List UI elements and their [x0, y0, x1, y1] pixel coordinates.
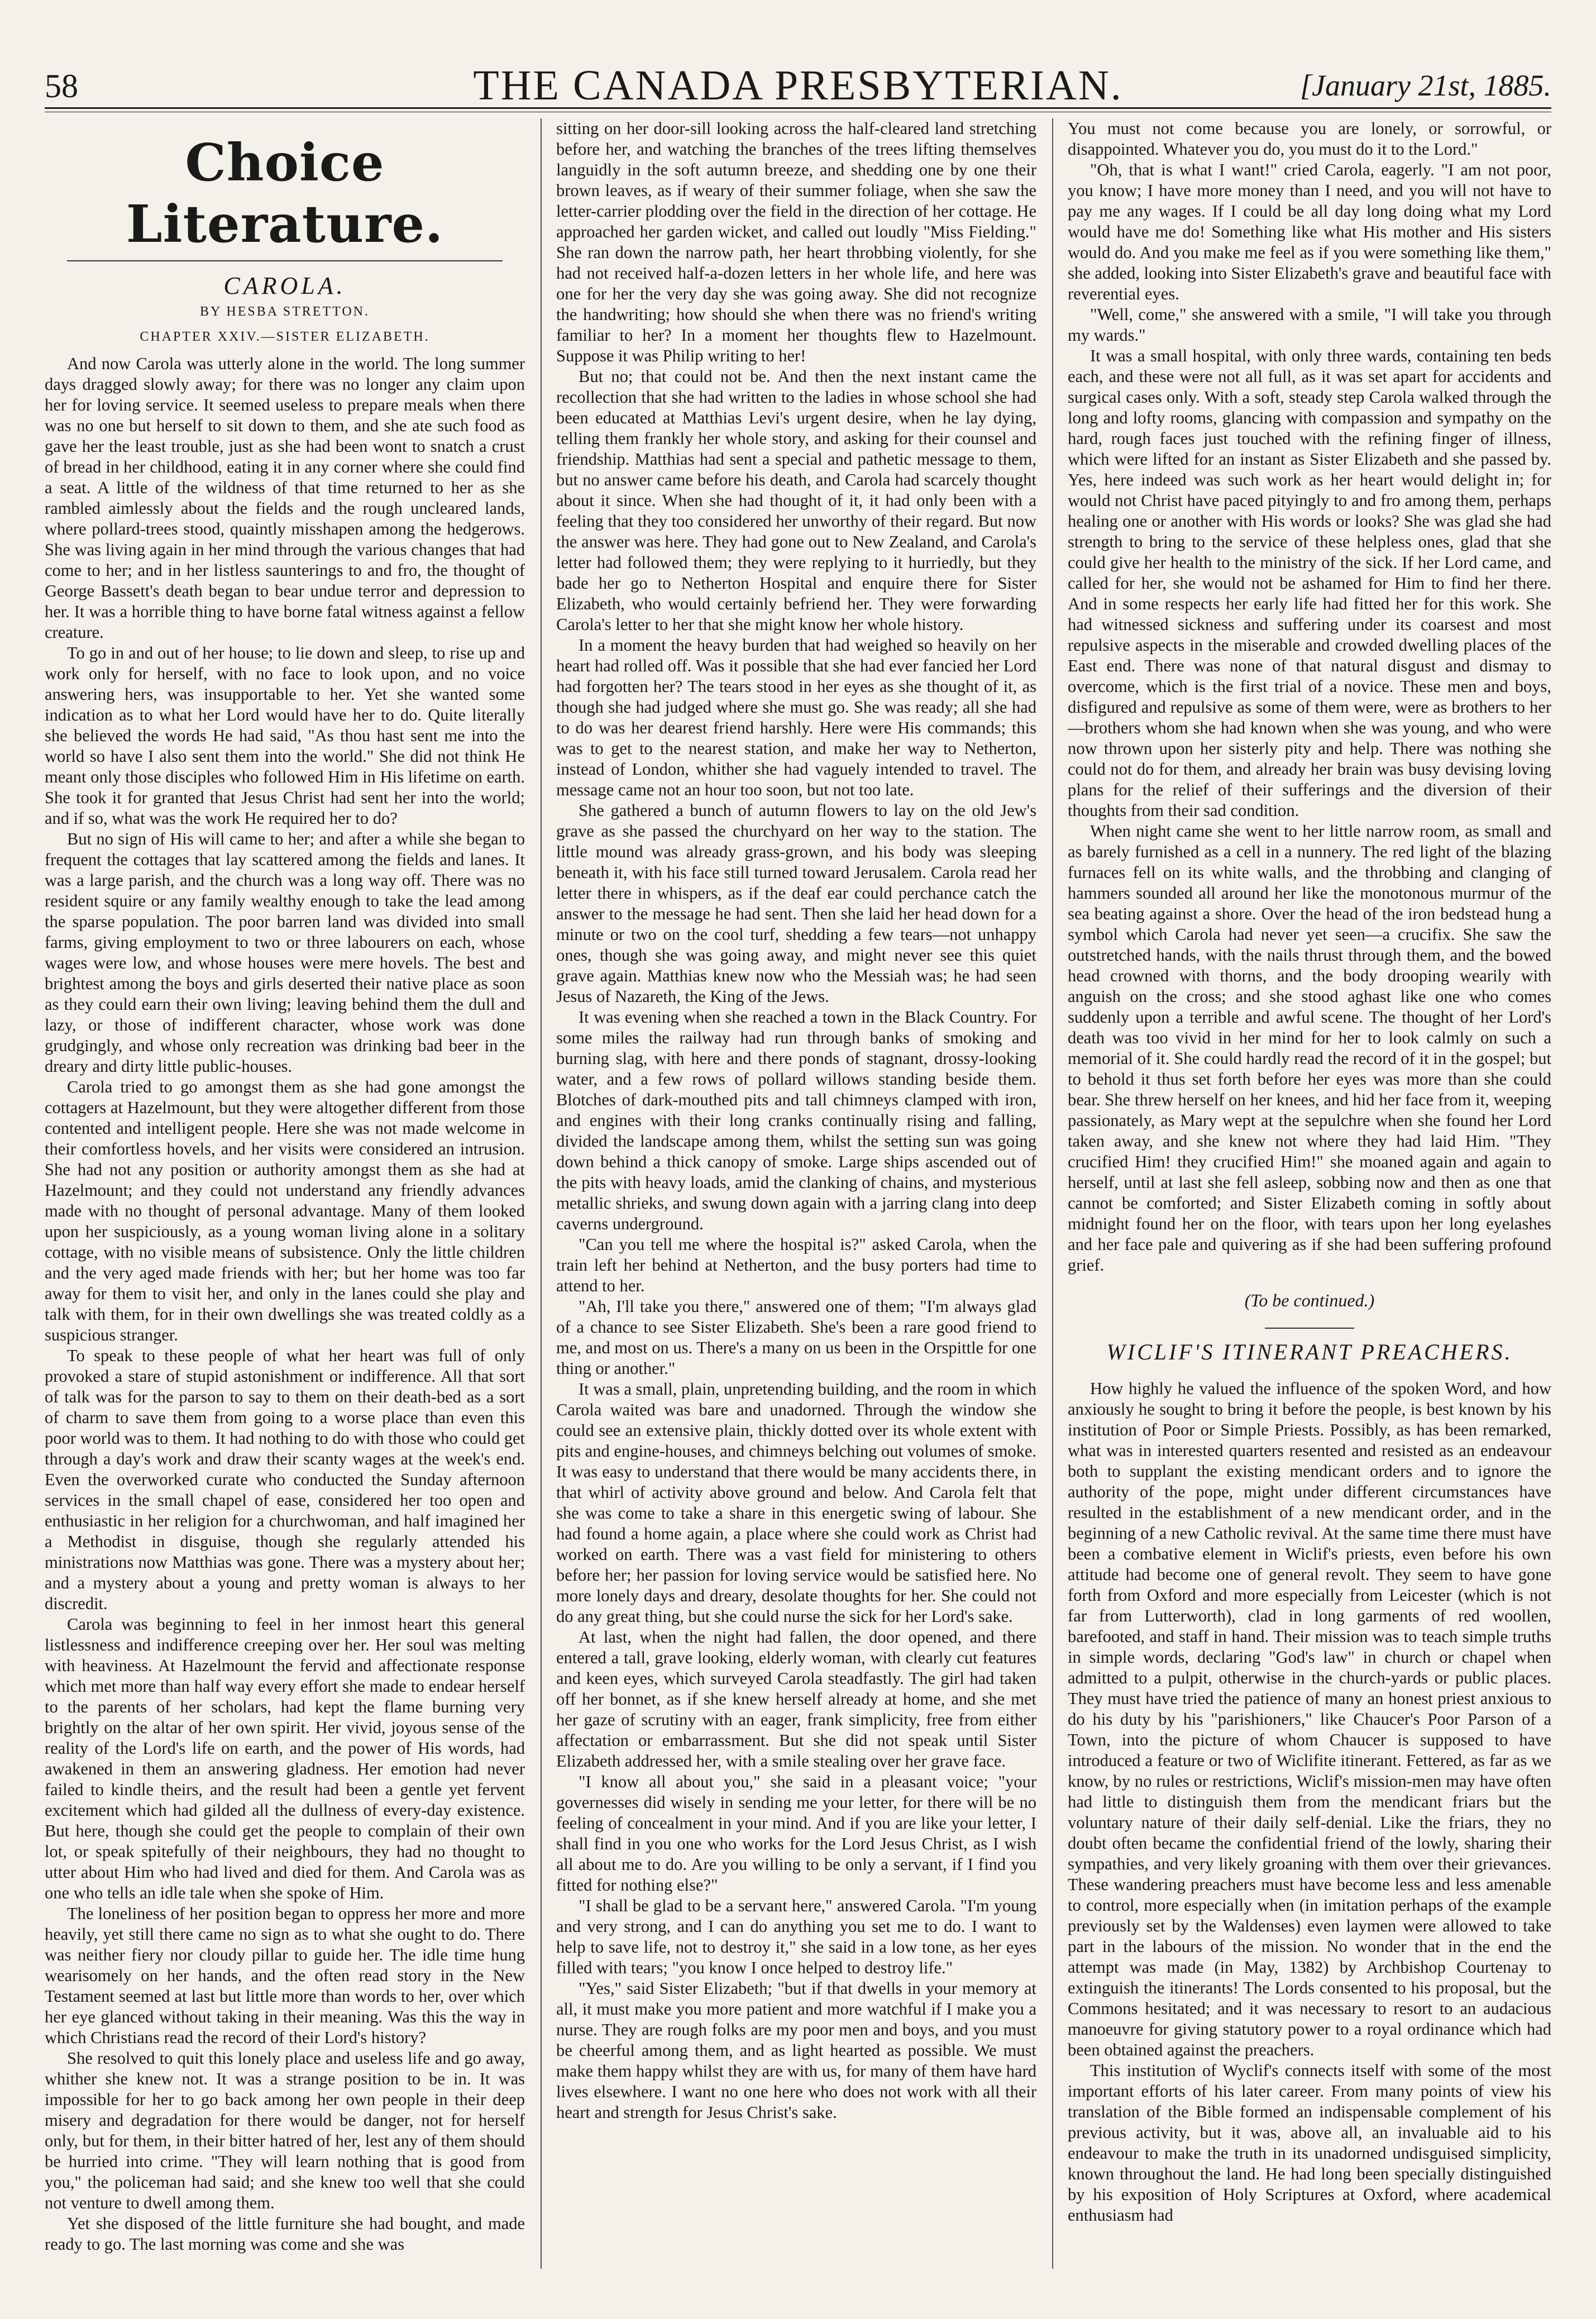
publication-title: THE CANADA PRESBYTERIAN. [473, 62, 1123, 109]
column-3 [1068, 118, 1551, 2269]
paragraph: "Ah, I'll take you there," answered one of them; "I'm always glad of a chance to see Sister Elizabeth. She's been a rare good friend to me, and most on us. There's a many on us been in the Orspittle for one thing or another." [556, 1297, 1036, 1378]
paragraph: But no; that could not be. And then the next instant came the recollection that she had written to the ladies in whose school she had been educated at Matthias Levi's urgent desire, when he lay dying, telling them frankly her whole story, and asking for their counsel and friendship. Matthias had sent a special and pathetic message to them, but no answer came before his death, and Carola had scarcely thought about it since. When she had thought of it, it had only been with a feeling that they too considered her unworthy of their regard. But now the answer was here. They had gone out to New Zealand, and Carola's letter had followed them; they were replying to it hurriedly, but they bade her go to Netherton Hospital and enquire there for Sister Elizabeth, who would certainly befriend her. They were forwarding Carola's letter to her that she might know her whole history. [556, 367, 1036, 634]
paragraph: To speak to these people of what her heart was full of only provoked a stare of stupid astonishment or indifference. All that sort of talk was for the parson to say to them on their death-bed as a sort of charm to save them from going to a worse place than even this poor world was to them. It had nothing to do with those who could get through a day's work and draw their scanty wages at the week's end. Even the overworked curate who conducted the Sunday afternoon services in the small chapel of ease, considered her too open and enthusiastic in her religion for a churchwoman, and half imagined her a Methodist in disguise, though she regularly attended his ministrations now Matthias was gone. There was a mystery about her; and a mystery about a young and pretty woman is always to her discredit. [45, 1346, 525, 1613]
paragraph: "Well, come," she answered with a smile, "I will take you through my wards." [1068, 305, 1551, 345]
paragraph: The loneliness of her position began to oppress her more and more heavily, yet still there came no sign as to what she ought to do. There was neither fiery nor cloudy pillar to guide her. The idle time hung wearisomely on her hands, and the often read story in the New Testament seemed at last but little more than words to her, over which her eye glanced without taking in their meaning. Was this the way in which Christians read the record of their Lord's history? [45, 1904, 525, 2047]
paragraph: "Oh, that is what I want!" cried Carola, eagerly. "I am not poor, you know; I have more money than I need, and you will not have to pay me any wages. If I could be all day long doing what my Lord would have me do! Something like what His mother and His sisters would do. And you make me feel as if you were something like them," she added, looking into Sister Elizabeth's grave and beautiful face with reverential eyes. [1068, 160, 1551, 303]
story-byline: BY HESBA STRETTON. [199, 304, 370, 319]
masthead [45, 22, 1551, 109]
story-title: CAROLA. [223, 272, 346, 299]
article-title: WICLIF'S ITINERANT PREACHERS. [1106, 1339, 1513, 1364]
paragraph: And now Carola was utterly alone in the world. The long summer days dragged slowly away; for there was no longer any claim upon her for loving service. It seemed useless to prepare meals when there was no one but herself to sit down to them, and she ate such food as gave her the least trouble, just as she had been wont to snatch a crust of bread in her childhood, eating it in any corner where she could find a seat. A little of the wildness of that time returned to her as she rambled aimlessly about the fields and the rough uncleared lands, where pollard-trees stood, quaintly misshapen among the hedgerows. She was living again in her mind through the various changes that had come to her; and in her listless saunterings to and fro, the thought of George Bassett's death began to bear undue terror and depression to her. It was a horrible thing to have borne fatal witness against a fellow creature. [45, 354, 525, 642]
column-divider [541, 118, 542, 2269]
paragraph: When night came she went to her little narrow room, as small and as barely furnished as a cell in a nunnery. The red light of the blazing furnaces fell on its white walls, and the throbbing and clanging of hammers sounded all around her like the monotonous murmur of the sea beating against a shore. Over the head of the iron bedstead hung a symbol which Carola had never yet seen—a crucifix. She saw the outstretched hands, with the nails thrust through them, and the bowed head crowned with thorns, and the body drooping wearily with anguish on the cross; and she stood aghast like one who comes suddenly upon a terrible and awful scene. The thought of her Lord's death was too vivid in her mind for her to look calmly on such a memorial of it. She could hardly read the record of it in the gospel; but to behold it thus set forth before her eyes was more than she could bear. She threw herself on her knees, and hid her face from it, weeping passionately, as Mary wept at the sepulchre when she found her Lord taken away, and she knew not where they had laid Him. "They crucified Him! they crucified Him!" she moaned again and again to herself, until at last she fell asleep, sobbing now and then as one that cannot be comforted; and Sister Elizabeth coming in softly about midnight found her on the floor, with tears upon her long eyelashes and her face pale and quivering as if she had been suffering profound grief. [1068, 822, 1551, 1275]
chapter-heading: CHAPTER XXIV.—SISTER ELIZABETH. [140, 330, 430, 344]
paragraph: She gathered a bunch of autumn flowers to lay on the old Jew's grave as she passed the churchyard on her way to the station. The little mound was already grass-grown, and his body was sleeping beneath it, with his face still turned toward Jerusalem. Carola read her letter there in whispers, as if the deaf ear could perchance catch the answer to the message he had sent. Then she laid her head down for a minute or two on the cool turf, shedding a few tears—not unhappy ones, though she was going away, and might never see this quiet grave again. Matthias knew now who the Messiah was; he had seen Jesus of Nazareth, the King of the Jews. [556, 801, 1036, 1006]
to-be-continued: (To be continued.) [1244, 1290, 1375, 1310]
section-heading: Choice Literature. [126, 132, 444, 254]
paragraph: Yet she disposed of the little furniture she had bought, and made ready to go. The last morning was come and she was [45, 2214, 525, 2254]
paragraph: sitting on her door-sill looking across the half-cleared land stretching before her, and watching the branches of the trees lifting themselves languidly in the soft autumn breeze, and shedding one by one their brown leaves, as if weary of their summer foliage, when she saw the letter-carrier plodding over the field in the direction of her cottage. He approached her garden wicket, and called out loudly "Miss Fielding." She ran down the narrow path, her heart throbbing violently, for she had not received half-a-dozen letters in her whole life, and here was one for her the very day she was going away. She did not recognize the handwriting; how should she when there was no friend's writing familiar to her? In a moment her thoughts flew to Hazelmount. Suppose it was Philip writing to her! [556, 119, 1036, 365]
paragraph: It was a small, plain, unpretending building, and the room in which Carola waited was bare and unadorned. Through the window she could see an extensive plain, thickly dotted over its whole extent with pits and engine-houses, and chimneys belching out volumes of smoke. It was easy to understand that there would be many accidents there, in that whirl of activity above ground and below. And Carola felt that she was come to take a share in this energetic swing of labour. She had found a home again, a place where she could work as Christ had worked on earth. There was a vast field for ministering to others before her; her passion for loving service would be satisfied here. No more lonely days and dreary, desolate thoughts for her. She could not do any great thing, but she could nurse the sick for her Lord's sake. [556, 1380, 1036, 1626]
column-1 [45, 118, 525, 2269]
column-divider [1052, 118, 1053, 2269]
paragraph: Carola tried to go amongst them as she had gone amongst the cottagers at Hazelmount, but they were altogether different from those contented and intelligent people. Here she was not made welcome in their comfortless hovels, and her visits were considered an intrusion. She had not any position or authority amongst them as she had at Hazelmount; and they could not understand any friendly advances made with no thought of personal advantage. Many of them looked upon her suspiciously, as a young woman living alone in a solitary cottage, with no visible means of subsistence. Only the little children and the very aged made friends with her; but her home was too far away for them to visit her, and only in the lanes could she play and talk with them, for in their own dwellings she was treated coldly as a suspicious stranger. [45, 1077, 525, 1344]
paragraph: This institution of Wyclif's connects itself with some of the most important efforts of his later career. From many points of view his translation of the Bible formed an indispensable complement of his previous activity, but it was, above all, an invaluable aid to his endeavour to make the truth in its unadorned undisguised simplicity, known throughout the land. He had long been specially distinguished by his exposition of Holy Scriptures at Oxford, where academical enthusiasm had [1068, 2061, 1551, 2225]
paragraph: You must not come because you are lonely, or sorrowful, or disappointed. Whatever you do, you must do it to the Lord." [1068, 119, 1551, 159]
issue-date: [January 21st, 1885. [1300, 69, 1551, 102]
paragraph: "Can you tell me where the hospital is?" asked Carola, when the train left her behind at Netherton, and the busy porters had time to attend to her. [556, 1235, 1036, 1295]
paragraph: Carola was beginning to feel in her inmost heart this general listlessness and indifference creeping over her. Her soul was melting with heaviness. At Hazelmount the fervid and affectionate response which met more than half way every effort she made to endear herself to the parents of her scholars, had kept the flame burning very brightly on the altar of her own spirit. Her vivid, joyous sense of the reality of the Lord's life on earth, and the power of His words, had awakened in them an answering gladness. Her emotion had never failed to kindle theirs, and the result had been a gentle yet fervent excitement which had gilded all the dullness of every-day existence. But here, though she could get the people to complain of their own lot, or speak spitefully of their neighbours, they had no thought to utter about Him who had lived and died for them. And Carola was as one who tells an idle tale when she spoke of Him. [45, 1615, 525, 1902]
masthead-rule [45, 107, 1551, 109]
paragraph: "I know all about you," she said in a pleasant voice; "your governesses did wisely in sending me your letter, for there will be no feeling of concealment in your mind. And if you are like your letter, I shall find in you one who works for the Lord Jesus Christ, as I wish all about me to do. Are you willing to be only a servant, if I find you fitted for nothing else?" [556, 1772, 1036, 1895]
paragraph: "Yes," said Sister Elizabeth; "but if that dwells in your memory at all, it must make you more patient and more watchful if I make you a nurse. They are rough folks are my poor men and boys, and you must be cheerful among them, and as light hearted as possible. We must make them happy whilst they are with us, for many of them have hard lives elsewhere. I want no one here who does not work with all their heart and strength for Jesus Christ's sake. [556, 1979, 1036, 2122]
paragraph: To go in and out of her house; to lie down and sleep, to rise up and work only for herself, with no face to look upon, and no voice answering hers, was insupportable to her. Yet she wanted some indication as to what her Lord would have her to do. Quite literally she believed the words He had said, "As thou hast sent me into the world so have I also sent them into the world." She did not think He meant only those disciples who followed Him in His lifetime on earth. She took it for granted that Jesus Christ had sent her into the world; and if so, what was the work He required her to do? [45, 643, 525, 828]
column-2 [556, 118, 1036, 2269]
paragraph: But no sign of His will came to her; and after a while she began to frequent the cottages that lay scattered among the fields and lanes. It was a large parish, and the church was a long way off. There was no resident squire or any family wealthy enough to take the lead among the sparse population. The poor barren land was divided into small farms, giving employment to two or three labourers on each, whose wages were low, and whose houses were mere hovels. The best and brightest among the boys and girls deserted their native place as soon as they could earn their own living; leaving behind them the dull and lazy, or those of indifferent character, whose work was done grudgingly, and whose only recreation was drinking bad beer in the dreary and dirty little public-houses. [45, 829, 525, 1076]
page-number: 58 [45, 68, 78, 104]
article-separator [1265, 1328, 1354, 1329]
paragraph: It was evening when she reached a town in the Black Country. For some miles the railway had run through banks of smoking and burning slag, with here and there ponds of stagnant, drossy-looking water, and a few rows of pollard willows standing beside them. Blotches of dark-mouthed pits and tall chimneys clamped with iron, and engines with their long cranks continually rising and falling, divided the landscape among them, whilst the setting sun was going down behind a thick canopy of smoke. Large ships ascended out of the pits with heavy loads, amid the clanking of chains, and mysterious metallic shrieks, and swung down again with a jarring clang into deep caverns underground. [556, 1008, 1036, 1233]
section-rule [67, 260, 503, 261]
paragraph: It was a small hospital, with only three wards, containing ten beds each, and these were not all full, as it was set apart for accidents and surgical cases only. With a soft, steady step Carola walked through the long and lofty rooms, glancing with compassion and sympathy on the hard, rough faces just touched with the refining finger of illness, which were lifted for an instant as Sister Elizabeth and she passed by. Yes, here indeed was such work as her heart would delight in; for would not Christ have paced pityingly to and fro among them, perhaps healing one or another with His words or looks? She was glad she had strength to bring to the service of these helpless ones, glad that she could give her health to the ministry of the sick. If her Lord came, and called for her, she would not be ashamed for Him to find her there. And in some respects her early life had fitted her for this work. She had witnessed sickness and suffering under its coarsest and most repulsive aspects in the miserable and crowded dwelling places of the East end. There was none of that natural disgust and dismay to overcome, which is the first trial of a novice. These men and boys, disfigured and repulsive as some of them were, were as brothers to her—brothers whom she had known when she was young, and who were now thrown upon her sisterly pity and help. There was nothing she could not do for them, and already her brain was busy devising loving plans for the relief of their sufferings and the diversion of their thoughts from their sad condition. [1068, 346, 1551, 820]
paragraph: "I shall be glad to be a servant here," answered Carola. "I'm young and very strong, and I can do anything you set me to do. I want to help to save life, not to destroy it," she said in a low tone, as her eyes filled with tears; "you know I once helped to destroy life." [556, 1896, 1036, 1977]
paragraph: How highly he valued the influence of the spoken Word, and how anxiously he sought to bring it before the people, is best known by his institution of Poor or Simple Priests. Possibly, as has been remarked, what was in interested quarters resented and resisted as an endeavour both to supplant the existing mendicant orders and to ignore the authority of the pope, might under different circumstances have resulted in the establishment of a new mendicant order, and in the beginning of a new Catholic revival. At the same time there must have been a combative element in Wiclif's priests, even before his own attitude had become one of general revolt. They seem to have gone forth from Oxford and more especially from Leicester (which is not far from Lutterworth), clad in long garments of red woollen, barefooted, and staff in hand. Their mission was to teach simple truths in simple words, declaring "God's law" in church or chapel when admitted to a pulpit, otherwise in the church-yards or public places. They must have tried the patience of many an honest priest anxious to do his duty by his "parishioners," like Chaucer's Poor Parson of a Town, into the picture of whom Chaucer is supposed to have introduced a feature or two of Wiclifite itinerant. Fettered, as far as we know, by no rules or restrictions, Wiclif's mission-men may have often had little to distinguish them from the mendicant friars but the voluntary nature of their daily self-denial. Like the friars, they no doubt often became the confidential friend of the lowly, sharing their sympathies, and very likely groaning with them over their grievances. These wandering preachers must have become less and less amenable to control, more especially when (in imitation perhaps of the example previously set by the Waldenses) even laymen were allowed to take part in the labours of the mission. No wonder that in the end the attempt was made (in May, 1382) by Archbishop Courtenay to extinguish the itinerants! The Lords consented to his proposal, but the Commons hesitated; and it was necessary to resort to an audacious manoeuvre for giving statutory power to a royal ordinance which had been obtained against the preachers. [1068, 1379, 1551, 2059]
paragraph: She resolved to quit this lonely place and useless life and go away, whither she knew not. It was a strange position to be in. It was impossible for her to go back among her own people in their deep misery and degradation for there would be danger, not for herself only, but for them, in their bitter hatred of her, lest any of them should be hurried into crime. "They will learn nothing that is good from you," the policeman had said; and she knew too well that she could not venture to dwell among them. [45, 2049, 525, 2212]
paragraph: At last, when the night had fallen, the door opened, and there entered a tall, grave looking, elderly woman, with clearly cut features and keen eyes, which surveyed Carola steadfastly. The girl had taken off her bonnet, as if she knew herself already at home, and she met her gaze of scrutiny with an eager, frank simplicity, free from either affectation or embarrassment. But she did not speak until Sister Elizabeth addressed her, with a smile stealing over her grave face. [556, 1628, 1036, 1771]
paragraph: In a moment the heavy burden that had weighed so heavily on her heart had rolled off. Was it possible that she had ever fancied her Lord had forgotten her? The tears stood in her eyes as she thought of it, as though she had judged where she must go. She was ready; all she had to do was her dearest friend harshly. Here were His commands; this was to get to the nearest station, and make her way to Netherton, instead of London, whither she had vaguely intended to travel. The message came not an hour too soon, but not too late. [556, 636, 1036, 799]
